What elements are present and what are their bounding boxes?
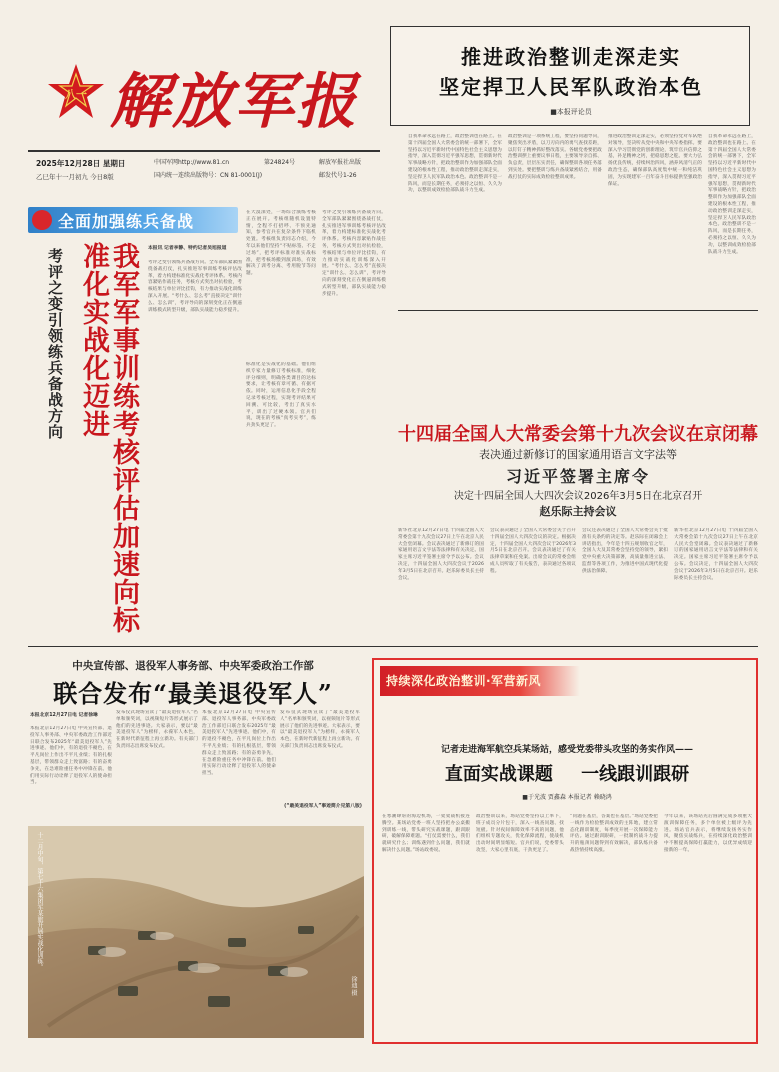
veteran-body-col2: 发布仪式现场宣读了“最美退役军人”名单和颁奖词，以视频短片等形式展示了他们的先进事迹。大家表示，要以“最美退役军人”为榜样，永葆军人本色，在新时代新征程上再立新功。有关部门负责同志出席发布仪式。 [116, 710, 198, 749]
npc-sub3: 决定十四届全国人大四次会议2026年3月5日在北京召开 [453, 491, 703, 502]
training-body-col3: 标准化是实战化的基础。他们组织专家力量修订考核标准，细化评分细则，明确各类课目的达标要求，让考核有章可循、有据可依。同时，运用信息化手段全程记录考核过程，实现考评结果可回溯、可比较，考出了真实水平，训出了过硬本领。官兵们说，现在的考核“真考实考”，练兵劲头更足了。 [246, 362, 316, 429]
lunar-date: 乙巳年十一月初九 今日8版 [36, 173, 114, 181]
cn-number: 国内统一连续出版物号：CN 81-0001(J) [154, 172, 263, 179]
veteran-body-col3: 本报北京12月27日电 中央宣传部、退役军人事务部、中央军委政治工作部近日联合发布2025年“最美退役军人”先进事迹。他们中，有的退役不褪色，在平凡岗位上作出不平凡业绩；有的扎根基层，带领群众走上致富路；有的奋勇争先，在急难险重任务中冲锋在前。他们用实际行动诠释了退役军人的使命担当。 [202, 710, 276, 777]
lead-body-col3: 推进政治整训走深走实，必须坚持党对军队绝对领导，坚决听从党中央和中央军委指挥。要深入学习贯彻党的创新理论，筑牢官兵信仰之基，补足精神之钙，把稳思想之舵。要大力弘扬优良传统，持续纠治四风，涵养风清气正的政治生态，确保部队高度集中统一和纯洁巩固，为实现建军一百年奋斗目标提供坚强政治保证。 [608, 134, 702, 187]
training-body-col2: 在大漠深处，一场综合演练考核正在展开。考核组随机设置特情，全程不打招呼、不预先通知，参考官兵在复杂条件下临机处置。考核组负责同志介绍，今年以来他们坚持“不贴标签、不走过场”，把考评标准对准实战标准，把考核场搬到演训场，有效解决了训考分离、考用脱节等问题。 [246, 210, 316, 277]
veteran-continued-note: (“最美退役军人”事迹简介见第八版) [284, 804, 362, 809]
feature-body-col4: 今年以来，该场站先后圆满完成多项重大演训保障任务，多个单位被上级评为先进。场站官兵表示，将继续发扬务实作风，聚焦实战练兵，在持续深化政治整训中不断提高保障打赢能力，以优异成绩迎接新的一年。 [664, 814, 752, 853]
npc-body-col1: 新华社北京12月27日电 十四届全国人大常委会第十九次会议27日上午在北京人民大会堂闭幕。会议表决通过了新修订的国家通用语言文字法等法律和有关决定。国家主席习近平签署主席令予以公布。会议决定，十四届全国人大四次会议于2026年3月5日在北京召开。赵乐际委员长主持会议。 [398, 528, 484, 581]
lead-byline: ■本报评论员 [550, 108, 592, 116]
feature-subtitle: 记者走进海军航空兵某场站，感受党委带头攻坚的务实作风—— [440, 745, 693, 755]
npc-body-col2: 会议表决通过了全国人大常委会关于召开十四届全国人大四次会议的决定。根据决定，十四届全国人大四次会议于2026年3月5日在北京召开。会议表决通过了有关法律草案和任免案。出席会议的常委会组成人员听取了有关报告，表决通过各项议程。 [490, 528, 576, 574]
feature-banner [380, 666, 580, 696]
npc-sub1: 表决通过新修订的国家通用语言文字法等 [479, 448, 677, 461]
npc-sub4: 赵乐际主持会议 [539, 505, 617, 518]
training-deck: 考评之变引领练兵备战方向 [46, 248, 64, 440]
training-body-col1: 考评之变引领练兵备战方向。全军部队紧紧围绕备战打仗，扎实推进军事训练考核评估改革，着力构建标准化实战化考评体系。考核内容紧贴作战任务，考核方式突出对抗检验，考核结果与单位评比挂钩，有力推动实战化训练深入开展。“考什么、怎么考”直接决定“训什么、怎么训”，考评导向的深刻变化正在倒逼训练模式转型升级，部队实战能力稳步提升。 [148, 260, 242, 313]
banner-badge-icon [32, 210, 52, 230]
npc-headline: 十四届全国人大常委会第十九次会议在京闭幕 [398, 424, 758, 445]
training-banner-label: 全面加强练兵备战 [58, 212, 195, 231]
training-banner [28, 207, 238, 233]
veteran-headline: 联合发布“最美退役军人” [53, 679, 333, 708]
lead-title-1: 推进政治整训走深走实 [461, 45, 681, 69]
veteran-body-col4: 发布仪式现场宣读了“最美退役军人”名单和颁奖词，以视频短片等形式展示了他们的先进事迹。大家表示，要以“最美退役军人”为榜样，永葆军人本色，在新时代新征程上再立新功。有关部门负责同志出席发布仪式。 [280, 710, 360, 749]
npc-sub2: 习近平签署主席令 [505, 467, 650, 486]
feature-byline: ■于光波 贾鑫森 本报记者 赖晓鸿 [522, 794, 612, 801]
issue-number: 第24824号 [264, 159, 296, 166]
veteran-body-col1: 本报北京12月27日电 中央宣传部、退役军人事务部、中央军委政治工作部近日联合发布2025年“最美退役军人”先进事迹。他们中，有的退役不褪色，在平凡岗位上作出不平凡业绩；有的扎根基层，带领群众走上致富路；有的奋勇争先，在急难险重任务中冲锋在前。他们用实际行动诠释了退役军人的使命担当。 [30, 726, 112, 786]
lead-body-col2: 政治整训是一项系统工程，要坚持问题导向，聚焦突出矛盾，以刀刃向内的勇气查找差距，以钉钉子精神抓好整改落实。各级党委要把政治整训摆上重要议事日程，主要领导亲自抓、负总责，层层压实责任，确保整训各项任务落到实处。要把整训与练兵备战紧密结合，用备战打仗的实际成效检验整训成果。 [508, 134, 602, 180]
army-star-emblem [46, 62, 106, 122]
postal-code: 邮发代号1-26 [319, 172, 357, 179]
masthead-info [36, 158, 382, 190]
feature-headline: 直面实战课题 一线跟训跟研 [444, 764, 690, 785]
lead-body-col1: 自我革命永远在路上，政治整训也在路上。在第十四届全国人大常委会的统一部署下，全军坚持以习近平新时代中国特色社会主义思想为指导，深入贯彻习近平强军思想，贯彻新时代军事战略方针，把政治整训作为加强部队全面建设的根本性工程，推动政治整训走深走实，坚定捍卫人民军队政治本色。政治整训不是一阵风，而是长期任务，必须持之以恒、久久为功，以整训成效检验部队战斗力生成。 [408, 134, 502, 194]
photo-credit: 徐迪 摄 [350, 976, 357, 996]
npc-body-col3: 会议还表决通过了全国人大常委会关于批准有关条约的决定等。赵乐际在闭幕会上讲话指出，今年是十四五规划收官之年，全国人大及其常委会坚持党的领导，紧扣党中央重大决策部署，高质量推进立法、监督等各项工作，为推进中国式现代化提供法治保障。 [582, 528, 668, 574]
lead-body-col4: 自我革命永远在路上，政治整训也在路上。在第十四届全国人大常委会的统一部署下，全军坚持以习近平新时代中国特色社会主义思想为指导，深入贯彻习近平强军思想，贯彻新时代军事战略方针，把政治整训作为加强部队全面建设的根本性工程，推动政治整训走深走实，坚定捍卫人民军队政治本色。政治整训不是一阵风，而是长期任务，必须持之以恒、久久为功，以整训成效检验部队战斗力生成。 [708, 134, 756, 255]
training-headline: 我军军事训练考核评估加速向标准化实战化迈进 [78, 242, 139, 634]
page-divider-mid [28, 646, 758, 647]
feature-body-col2: 政治整训以来，场站党委坚持以上率下，班子成员分片包干，深入一线查问题、找短板。针对夜间保障效率不高的问题，他们组织专题攻关，优化保障流程，使战机出动时间明显缩短。官兵们说，党委带头攻坚，大家心里有底，干劲更足了。 [476, 814, 564, 853]
training-body-col4: 考评之变引领练兵备战方向。全军部队紧紧围绕备战打仗，扎实推进军事训练考核评估改革，着力构建标准化实战化考评体系。考核内容紧贴作战任务，考核方式突出对抗检验，考核结果与单位评比挂钩，有力推动实战化训练深入开展。“考什么、怎么考”直接决定“训什么、怎么训”，考评导向的深刻变化正在倒逼训练模式转型升级，部队实战能力稳步提升。 [322, 210, 386, 297]
lead-title-2: 坚定捍卫人民军队政治本色 [439, 75, 703, 99]
veteran-byline: 本报北京12月27日电 记者徐琳 [30, 713, 98, 718]
feature-banner-label: 持续深化政治整训·军营新风 [386, 674, 542, 688]
photo-terrain [28, 826, 364, 1038]
feature-body-col1: 在寒潮肆虐的海边机场，一架架战机接连腾空。某场站党委一班人坚持把办公桌搬到训练一线，带头研究实战课题，跟训跟研，破解保障难题。“打仗需要什么，我们就研究什么；训练遇到什么问题，我们就解决什么问题。”场站政委说。 [382, 814, 470, 853]
feature-body-col3: “问题在基层，答案也在基层。”场站党委把一线作为检验整训成效的主阵地，建立常态化跟训制度，每季度开展一次保障能力评估。通过跟训跟研，一批制约战斗力提升的瓶颈问题得到有效解决，部队练兵备战热情持续高涨。 [570, 814, 658, 853]
training-photo [28, 826, 364, 1038]
veteran-kicker: 中央宣传部、退役军人事务部、中央军委政治工作部 [72, 660, 314, 672]
photo-caption: 十二月中旬，第七十六集团军某旅开展实战化训练。 [36, 832, 43, 970]
section-divider [398, 310, 758, 311]
masthead-divider [28, 150, 380, 152]
npc-body-col4: 新华社北京12月27日电 十四届全国人大常委会第十九次会议27日上午在北京人民大会堂闭幕。会议表决通过了新修订的国家通用语言文字法等法律和有关决定。国家主席习近平签署主席令予以公布。会议决定，十四届全国人大四次会议于2026年3月5日在北京召开。赵乐际委员长主持会议。 [674, 528, 758, 581]
feature-box [372, 658, 758, 1044]
website[interactable]: 中国军网http://www.81.cn [154, 159, 230, 166]
masthead-title: 解放军报 [110, 67, 358, 137]
lead-editorial [390, 26, 750, 126]
svg-text:八一: 八一 [65, 88, 87, 101]
publisher: 解放军报社出版 [319, 159, 362, 166]
issue-date: 2025年12月28日 星期日 [36, 159, 126, 168]
training-byline: 本报讯 记者李静、特约记者吴旭报道 [148, 246, 227, 251]
